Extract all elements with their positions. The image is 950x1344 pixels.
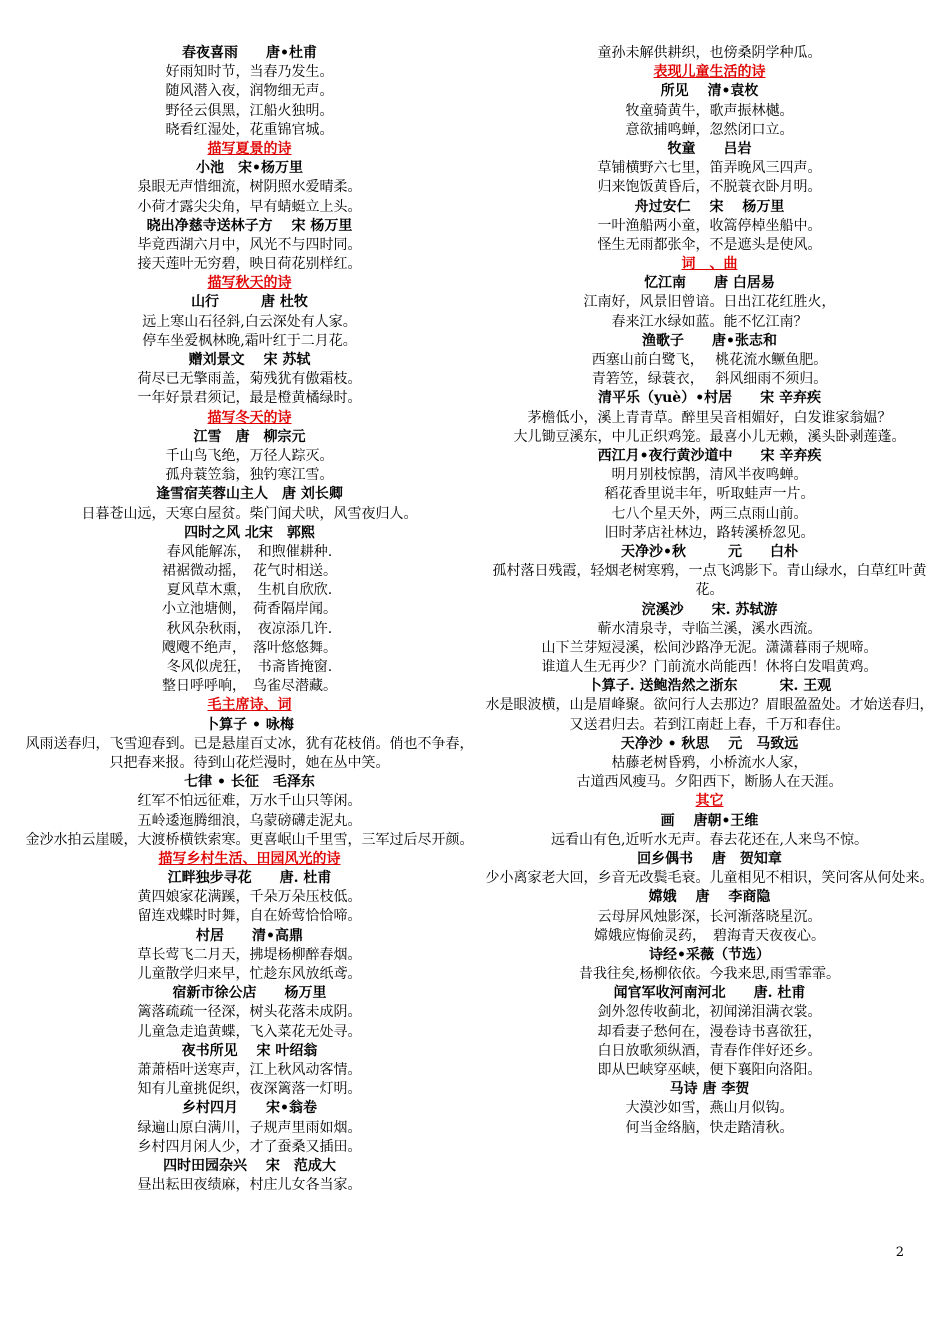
poem-line: 枯藤老树昏鸦，小桥流水人家， bbox=[611, 755, 808, 772]
poem-line: 意欲捕鸣蝉，忽然闭口立。 bbox=[625, 121, 794, 138]
poem-title: 江雪 唐 柳宗元 bbox=[193, 428, 306, 445]
poem-line: 却看妻子愁何在，漫卷诗书喜欲狂， bbox=[597, 1023, 822, 1040]
section-heading: 表现儿童生活的诗 bbox=[653, 64, 766, 81]
poem-line: 秋风杂秋雨， 夜凉添几许. bbox=[166, 620, 333, 637]
poem-title: 西江月•夜行黄沙道中 宋 辛弃疾 bbox=[597, 447, 822, 464]
right-column bbox=[482, 44, 937, 1138]
poem-title: 四时田园杂兴 宋 范成大 bbox=[163, 1157, 336, 1174]
poem-title: 闻官军收河南河北 唐. 杜甫 bbox=[613, 985, 806, 1002]
poem-line: 谁道人生无再少？门前流水尚能西！休将白发唱黄鸡。 bbox=[541, 659, 878, 676]
poem-title: 马诗 唐 李贺 bbox=[669, 1081, 750, 1098]
left-column bbox=[22, 44, 477, 1195]
poem-line: 毕竟西湖六月中，风光不与四时同。 bbox=[137, 236, 362, 253]
poem-title: 画 唐朝•王维 bbox=[660, 812, 759, 829]
poem-line: 萧萧梧叶送寒声，江上秋风动客情。 bbox=[137, 1061, 362, 1078]
poem-title: 村居 清•高鼎 bbox=[196, 927, 303, 944]
poem-title: 忆江南 唐 白居易 bbox=[644, 275, 775, 292]
poem-title: 卜算子. 送鲍浩然之浙东 宋. 王观 bbox=[587, 678, 832, 695]
poem-line: 一年好景君须记，最是橙黄橘绿时。 bbox=[137, 390, 362, 407]
poem-line: 嫦娥应悔偷灵药， 碧海青天夜夜心。 bbox=[594, 927, 825, 944]
poem-title: 宿新市徐公店 杨万里 bbox=[172, 985, 327, 1002]
poem-line: 明月别枝惊鹊，清风半夜鸣蝉。 bbox=[611, 467, 808, 484]
poem-title: 山行 唐 杜牧 bbox=[191, 294, 308, 311]
poem-line: 即从巴峡穿巫峡，便下襄阳向洛阳。 bbox=[597, 1062, 822, 1079]
poem-title: 乡村四月 宋•翁卷 bbox=[182, 1100, 317, 1117]
poem-title: 逢雪宿芙蓉山主人 唐 刘长卿 bbox=[156, 486, 343, 503]
poem-line: 晓看红湿处，花重锦官城。 bbox=[165, 121, 334, 138]
poem-line: 飕飕不绝声， 落叶悠悠舞。 bbox=[162, 639, 337, 656]
poem-title: 嫦娥 唐 李商隐 bbox=[648, 889, 771, 906]
poem-line: 剑外忽传收蓟北，初闻涕泪满衣裳。 bbox=[597, 1004, 822, 1021]
poem-line: 大漠沙如雪，燕山月似钩。 bbox=[625, 1100, 794, 1117]
poem-line: 春来江水绿如蓝。能不忆江南？ bbox=[611, 313, 808, 330]
poem-line: 夏风草木熏， 生机自欣欣. bbox=[166, 582, 333, 599]
poem-line: 红军不怕远征难，万水千山只等闲。 bbox=[137, 793, 362, 810]
poem-line: 大儿锄豆溪东，中儿正织鸡笼。最喜小儿无赖，溪头卧剥莲蓬。 bbox=[513, 428, 906, 445]
poem-line: 牧童骑黄牛，歌声振林樾。 bbox=[625, 102, 794, 119]
poem-line: 昼出耘田夜绩麻，村庄儿女各当家。 bbox=[137, 1177, 362, 1194]
poem-title: 清平乐（yuè）•村居 宋 辛弃疾 bbox=[597, 390, 822, 407]
poem-line: 乡村四月闲人少，才了蚕桑又插田。 bbox=[137, 1138, 362, 1155]
poem-line: 草长莺飞二月天，拂堤杨柳醉春烟。 bbox=[137, 946, 362, 963]
poem-line: 金沙水拍云崖暖，大渡桥横铁索寒。更喜岷山千里雪，三军过后尽开颜。 bbox=[25, 831, 474, 848]
poem-line: 古道西风瘦马。夕阳西下，断肠人在天涯。 bbox=[576, 774, 843, 791]
poem-line: 归来饱饭黄昏后，不脱蓑衣卧月明。 bbox=[597, 179, 822, 196]
poem-line: 留连戏蝶时时舞，自在娇莺恰恰啼。 bbox=[137, 908, 362, 925]
poem-title: 春夜喜雨 唐•杜甫 bbox=[182, 45, 317, 61]
poem-line: 旧时茅店社林边，路转溪桥忽见。 bbox=[604, 524, 815, 541]
poem-line: 白日放歌须纵酒，青春作伴好还乡。 bbox=[597, 1042, 822, 1059]
poem-line: 童孙未解供耕织，也傍桑阴学种瓜。 bbox=[597, 45, 822, 61]
poem-line: 孤舟蓑笠翁，独钓寒江雪。 bbox=[165, 467, 334, 484]
poem-title: 天净沙 • 秋思 元 马致远 bbox=[620, 735, 799, 752]
poem-line: 一叶渔船两小童，收篙停棹坐船中。 bbox=[597, 217, 822, 234]
poem-title: 诗经•采薇（节选） bbox=[649, 946, 770, 963]
poem-line: 泉眼无声惜细流，树阴照水爱晴柔。 bbox=[137, 179, 362, 196]
poem-title: 江畔独步寻花 唐. 杜甫 bbox=[167, 870, 332, 887]
poem-line: 孤村落日残霞，轻烟老树寒鸦，一点飞鸿影下。青山绿水，白草红叶黄花。 bbox=[492, 563, 927, 599]
poem-title: 四时之风 北宋 郭熙 bbox=[184, 524, 315, 541]
section-heading: 描写乡村生活、田园风光的诗 bbox=[158, 850, 341, 867]
section-heading: 毛主席诗、词 bbox=[207, 697, 292, 714]
section-heading: 描写冬天的诗 bbox=[207, 409, 292, 426]
poem-line: 七八个星天外，两三点雨山前。 bbox=[611, 505, 808, 522]
poem-line: 怪生无雨都张伞，不是遮头是使风。 bbox=[597, 236, 822, 253]
poem-title: 晓出净慈寺送林子方 宋 杨万里 bbox=[146, 217, 353, 234]
poem-line: 整日呼呼响， 鸟雀尽潜藏。 bbox=[162, 678, 337, 695]
poem-line: 小立池塘侧， 荷香隔岸闻。 bbox=[162, 601, 337, 618]
poem-title: 回乡偶书 唐 贺知章 bbox=[637, 850, 782, 867]
poem-line: 接天莲叶无穷碧，映日荷花别样红。 bbox=[137, 256, 362, 273]
poem-line: 篱落疏疏一径深，树头花落未成阴。 bbox=[137, 1004, 362, 1021]
poem-title: 浣溪沙 宋. 苏轼游 bbox=[641, 601, 778, 618]
poem-title: 赠刘景文 宋 苏轼 bbox=[188, 352, 311, 368]
poem-line: 黄四娘家花满蹊，千朵万朵压枝低。 bbox=[137, 889, 362, 906]
poem-line: 江南好，风景旧曾谙。日出江花红胜火， bbox=[583, 294, 836, 311]
poem-line: 停车坐爱枫林晚,霜叶红于二月花。 bbox=[142, 332, 357, 349]
poem-line: 西塞山前白鹭飞， 桃花流水鳜鱼肥。 bbox=[591, 352, 828, 368]
poem-line: 日暮苍山远，天寒白屋贫。柴门闻犬吠，风雪夜归人。 bbox=[81, 505, 418, 522]
poem-title: 舟过安仁 宋 杨万里 bbox=[634, 198, 785, 215]
poem-title: 夜书所见 宋 叶绍翁 bbox=[181, 1042, 318, 1059]
poem-line: 知有儿童挑促织，夜深篱落一灯明。 bbox=[137, 1081, 362, 1098]
poem-line: 远上寒山石径斜,白云深处有人家。 bbox=[142, 313, 357, 330]
poem-line: 风雨送春归，飞雪迎春到。已是悬崖百丈冰，犹有花枝俏。俏也不争春，只把春来报。待到山花烂漫时，她在丛中笑。 bbox=[25, 735, 474, 771]
poem-title: 七律 • 长征 毛泽东 bbox=[184, 774, 315, 791]
poem-line: 山下兰芽短浸溪，松间沙路净无泥。潇潇暮雨子规啼。 bbox=[541, 639, 878, 656]
poem-line: 远看山有色,近听水无声。春去花还在,人来鸟不惊。 bbox=[551, 831, 868, 848]
poem-line: 水是眼波横，山是眉峰聚。欲问行人去那边？眉眼盈盈处。才始送春归，又送君归去。若到江南赶上春，千万和春住。 bbox=[485, 697, 934, 733]
poem-line: 好雨知时节，当春乃发生。 bbox=[165, 64, 334, 81]
page-number: 2 bbox=[895, 1245, 904, 1260]
poem-line: 何当金络脑，快走踏清秋。 bbox=[625, 1119, 794, 1136]
poem-line: 绿遍山原白满川，子规声里雨如烟。 bbox=[137, 1119, 362, 1136]
poem-title: 渔歌子 唐•张志和 bbox=[642, 332, 777, 349]
poem-line: 稻花香里说丰年，听取蛙声一片。 bbox=[604, 486, 815, 503]
section-heading: 词 、曲 bbox=[681, 256, 738, 273]
poem-line: 春风能解冻， 和煦催耕种. bbox=[166, 543, 333, 560]
poem-line: 五岭逶迤腾细浪，乌蒙磅礴走泥丸。 bbox=[137, 812, 362, 829]
poem-line: 青箬笠，绿蓑衣， 斜风细雨不须归。 bbox=[591, 371, 828, 388]
poem-line: 昔我往矣,杨柳依依。今我来思,雨雪霏霏。 bbox=[579, 966, 840, 983]
poem-line: 裙裾微动摇， 花气时相送。 bbox=[162, 563, 337, 580]
poem-title: 小池 宋•杨万里 bbox=[196, 160, 303, 177]
poem-title: 牧童 吕岩 bbox=[667, 140, 752, 157]
poem-line: 少小离家老大回，乡音无改鬓毛衰。儿童相见不相识，笑问客从何处来。 bbox=[485, 870, 934, 887]
poem-title: 天净沙•秋 元 白朴 bbox=[621, 543, 798, 560]
poem-line: 荷尽已无擎雨盖，菊残犹有傲霜枝。 bbox=[137, 371, 362, 388]
poem-line: 儿童散学归来早，忙趁东风放纸鸢。 bbox=[137, 966, 362, 983]
poem-line: 草铺横野六七里，笛弄晚风三四声。 bbox=[597, 160, 822, 177]
section-heading: 其它 bbox=[695, 793, 724, 810]
poem-line: 随风潜入夜，润物细无声。 bbox=[165, 83, 334, 100]
section-heading: 描写秋天的诗 bbox=[207, 275, 292, 292]
poem-title: 所见 清•袁枚 bbox=[660, 83, 759, 100]
poem-title: 卜算子 • 咏梅 bbox=[205, 716, 294, 733]
poem-line: 云母屏风烛影深，长河渐落晓星沉。 bbox=[597, 908, 822, 925]
poem-line: 蕲水清泉寺，寺临兰溪，溪水西流。 bbox=[597, 620, 822, 637]
poem-line: 冬风似虎狂， 书斋皆掩窗. bbox=[166, 659, 333, 675]
poem-line: 茅檐低小，溪上青青草。醉里吴音相媚好，白发谁家翁媪？ bbox=[527, 409, 892, 426]
poem-line: 千山鸟飞绝，万径人踪灭。 bbox=[165, 447, 334, 464]
poem-line: 小荷才露尖尖角，早有蜻蜓立上头。 bbox=[137, 198, 362, 215]
poem-line: 儿童急走追黄蝶，飞入菜花无处寻。 bbox=[137, 1023, 362, 1040]
poem-line: 野径云俱黑，江船火独明。 bbox=[165, 102, 334, 119]
section-heading: 描写夏景的诗 bbox=[207, 140, 292, 157]
